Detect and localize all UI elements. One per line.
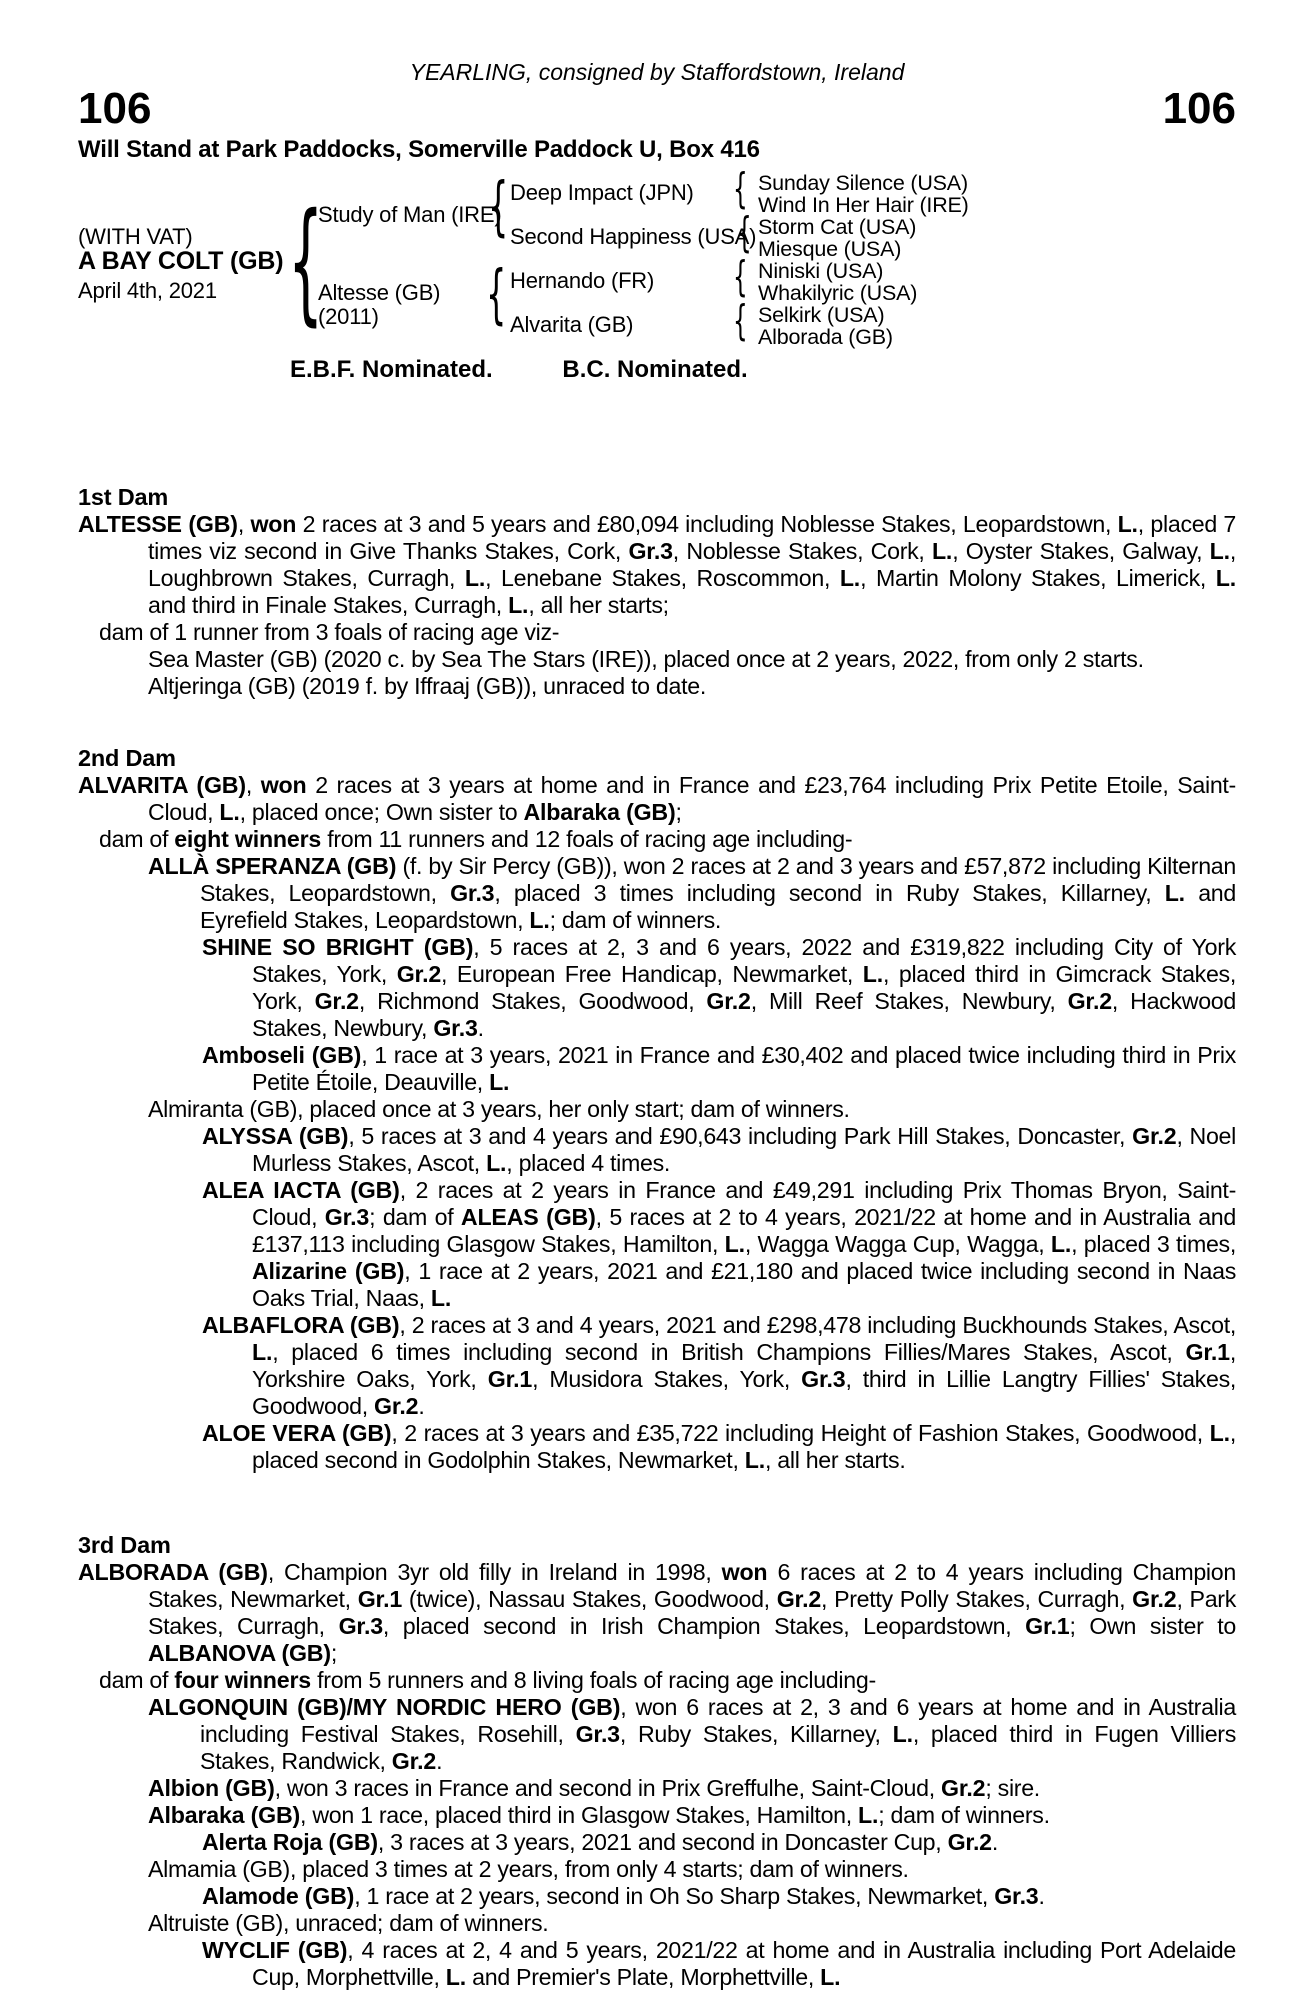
bold-text: ALTESSE (GB) [78,511,238,537]
plain-text: , placed second in Irish Champion Stakes, Leopardstown, [382,1613,1026,1639]
bold-text: Gr.3 [575,1721,620,1747]
bold-text: L. [508,592,529,618]
bold-text: ALOE VERA (GB) [202,1420,392,1446]
bold-text: ALVARITA (GB) [78,772,246,798]
paragraph-alborada [78,1559,1236,1667]
bold-text: L. [820,1964,841,1990]
bold-text: L. [1209,538,1230,564]
plain-text: , 5 races at 2 to 4 years, 2021/22 at home and in Australia and £137,113 including Glasgow Stakes, Hamilton, [252,1204,1236,1257]
dam-year: (2011) [318,304,379,329]
dam-heading: 3rd Dam [78,1532,171,1558]
bold-text: ALEAS (GB) [460,1204,596,1230]
plain-text: , 5 races at 3 and 4 years and £90,643 including Park Hill Stakes, Doncaster, [348,1123,1133,1149]
ancestor-miesque: Miesque (USA) [758,237,902,261]
bold-text: won [260,772,307,798]
dam-sire-name: Hernando (FR) [510,268,655,293]
bold-text: Gr.2 [374,1393,419,1419]
colt-name: A BAY COLT (GB) [78,247,284,275]
bold-text: Gr.2 [396,961,442,987]
bold-text: L. [892,1721,913,1747]
paragraph-almamia [78,1856,1236,1883]
bold-text: Gr.2 [1132,1123,1177,1149]
consignment-note: YEARLING, consigned by Staffordstown, Ireland [409,59,905,85]
plain-text: , Ruby Stakes, Killarney, [619,1721,893,1747]
bold-text: Gr.2 [941,1775,986,1801]
plain-text: , [237,511,251,537]
bold-text: L. [252,1339,273,1365]
bold-text: Gr.3 [433,1015,478,1041]
dam-of-line-1st [78,619,1236,646]
plain-text: , 4 races at 2, 4 and 5 years, 2021/22 at home and in Australia including Port Adelaide Cup, Morphettville, [252,1937,1236,1990]
plain-text: from 5 runners and 8 living foals of racing age including- [310,1667,876,1693]
sire-name: Study of Man (IRE) [318,202,502,227]
plain-text: , Champion 3yr old filly in Ireland in 1998, [267,1559,722,1585]
bold-text: Gr.1 [1025,1613,1070,1639]
plain-text: (f. by Sir Percy (GB)), won 2 races at 2 and 3 years and £57,872 including Kilternan Stakes, Leopardstown, [200,853,1236,906]
bold-text: Gr.1 [357,1586,403,1612]
dam-section [78,1532,1236,1991]
bold-text: L. [430,1285,452,1311]
bold-text: L. [724,1231,745,1257]
bold-text: Gr.2 [1132,1586,1177,1612]
plain-text: Almamia (GB), placed 3 times at 2 years, from only 4 starts; dam of winners. [148,1856,909,1882]
plain-text: , Yorkshire Oaks, York, [252,1339,1236,1392]
plain-text: , Martin Molony Stakes, Limerick, [860,565,1216,591]
bold-text: Gr.3 [801,1366,846,1392]
plain-text: , Park Stakes, Curragh, [148,1586,1237,1639]
ancestor-wind-in-her-hair: Wind In Her Hair (IRE) [758,193,969,217]
plain-text: . [1038,1883,1045,1909]
paragraph-alerta-roja [78,1829,1236,1856]
plain-text: , 1 race at 2 years, 2021 and £21,180 and placed twice including second in Naas Oaks Trial, Naas, [252,1258,1236,1311]
bold-text: SHINE SO BRIGHT (GB) [202,934,474,960]
plain-text: and Premier's Plate, Morphettville, [465,1964,821,1990]
plain-text: , placed second in Godolphin Stakes, Newmarket, [252,1420,1236,1473]
paragraph-altesse [78,511,1236,619]
pedigree-brace-sire-sire [733,168,748,210]
plain-text: dam of 1 runner from 3 foals of racing age viz- [99,619,560,645]
bold-text: ALGONQUIN (GB)/MY NORDIC HERO (GB) [148,1694,621,1720]
bold-text: ALBAFLORA (GB) [202,1312,400,1338]
plain-text: ; dam of winners. [878,1802,1050,1828]
plain-text: from 11 runners and 12 foals of racing age including- [321,826,853,852]
plain-text: , Noel Murless Stakes, Ascot, [252,1123,1237,1176]
paragraph-albaraka [78,1802,1236,1829]
bold-text: ALEA IACTA (GB) [202,1177,400,1203]
plain-text: 2 races at 3 years at home and in France and £23,764 including Prix Petite Etoile, Saint-Cloud, [148,772,1236,825]
dam-heading: 2nd Dam [78,745,176,771]
bold-text: Gr.2 [947,1829,992,1855]
plain-text: . [436,1748,443,1774]
paragraph-amboseli [78,1042,1236,1096]
plain-text: , 1 race at 3 years, 2021 in France and £30,402 and placed twice including third in Prix Petite Étoile, Deauville, [252,1042,1236,1095]
bold-text: L. [931,538,953,564]
bold-text: Gr.2 [314,988,359,1014]
paragraph-alea-iacta [78,1177,1236,1312]
plain-text: , [245,772,261,798]
lot-number-right: 106 [1162,84,1236,133]
bold-text: L. [839,565,861,591]
plain-text: dam of [99,826,175,852]
plain-text: . [418,1393,425,1419]
plain-text: dam of [99,1667,175,1693]
plain-text: , 2 races at 2 years in France and £49,291 including Prix Thomas Bryon, Saint-Cloud, [252,1177,1236,1230]
plain-text: , Lenebane Stakes, Roscommon, [485,565,840,591]
bold-text: Amboseli (GB) [202,1042,362,1068]
plain-text: , placed third in Fugen Villiers Stakes, Randwick, [200,1721,1237,1774]
bold-text: Gr.3 [450,880,495,906]
bold-text: L. [1164,880,1185,906]
ancestor-selkirk: Selkirk (USA) [758,303,885,327]
paragraph-shine-so-bright [78,934,1236,1042]
bold-text: L. [862,961,883,987]
dam-of-line-3rd [78,1667,1236,1694]
lot-number-row [78,86,1236,132]
plain-text: . [477,1015,484,1041]
plain-text: , 1 race at 2 years, second in Oh So Sharp Stakes, Newmarket, [354,1883,995,1909]
plain-text: , placed 3 times including second in Ruby Stakes, Killarney, [494,880,1165,906]
dam-section [78,745,1236,1474]
paragraph-albion [78,1775,1236,1802]
plain-text: , won 3 races in France and second in Prix Greffulhe, Saint-Cloud, [274,1775,942,1801]
plain-text: , Richmond Stakes, Goodwood, [358,988,707,1014]
bold-text: WYCLIF (GB) [202,1937,348,1963]
plain-text: Almiranta (GB), placed once at 3 years, her only start; dam of winners. [148,1096,850,1122]
paragraph-wyclif [78,1937,1236,1991]
plain-text: , all her starts. [764,1447,906,1473]
bc-nomination: B.C. Nominated. [562,356,748,383]
bold-text: won [250,511,297,537]
paragraph-albaflora [78,1312,1236,1420]
bold-text: L. [1117,511,1138,537]
bold-text: won [721,1559,768,1585]
plain-text: ; [330,1640,338,1666]
pedigree-brace-dam [486,262,506,327]
ancestor-whakilyric: Whakilyric (USA) [758,281,918,305]
bold-text: ALLÀ SPERANZA (GB) [148,853,397,879]
plain-text: , Hackwood Stakes, Newbury, [252,988,1236,1041]
plain-text: Altjeringa (GB) (2019 f. by Iffraaj (GB)), unraced to date. [148,673,706,699]
dam-dam-name: Alvarita (GB) [510,312,634,337]
plain-text: , 2 races at 3 years and £35,722 including Height of Fashion Stakes, Goodwood, [391,1420,1210,1446]
bold-text: Alerta Roja (GB) [202,1829,378,1855]
plain-text: . [991,1829,999,1855]
bold-text: L. [1050,1231,1072,1257]
paragraph-aloe-vera [78,1420,1236,1474]
bold-text: Gr.2 [706,988,751,1014]
dam-name: Altesse (GB) [318,280,441,305]
paragraph-alyssa [78,1123,1236,1177]
lot-number-left: 106 [78,84,152,133]
plain-text: , third in Lillie Langtry Fillies' Stakes, Goodwood, [252,1366,1237,1419]
plain-text: , placed once; Own sister to [239,799,524,825]
bold-text: Gr.1 [1185,1339,1230,1365]
plain-text: ; Own sister to [1069,1613,1237,1639]
bold-text: L. [1215,565,1237,591]
dam-section [78,484,1236,700]
plain-text: ; [675,799,682,825]
dam-of-line-2nd [78,826,1236,853]
bold-text: L. [744,1447,765,1473]
plain-text: , won 6 races at 2, 3 and 6 years at home and in Australia including Festival Stakes, Rosehill, [200,1694,1236,1747]
bold-text: L. [219,799,240,825]
bold-text: ALYSSA (GB) [202,1123,349,1149]
foal-date: April 4th, 2021 [78,278,217,303]
ancestor-sunday-silence: Sunday Silence (USA) [758,171,968,195]
bold-text: L. [486,1150,507,1176]
plain-text: ; dam of [369,1204,461,1230]
nominations-line [78,356,1236,384]
bold-text: Gr.2 [391,1748,437,1774]
bold-text: Gr.3 [338,1613,383,1639]
plain-text: , 5 races at 2, 3 and 6 years, 2022 and £319,822 including City of York Stakes, York, [252,934,1236,987]
paragraph-algonquin [78,1694,1236,1775]
ancestor-niniski: Niniski (USA) [758,259,884,283]
dam-heading: 1st Dam [78,484,169,510]
bold-text: L. [1209,1420,1230,1446]
sire-dam-name: Second Happiness (USA) [510,224,757,249]
plain-text: , 3 races at 3 years, 2021 and second in Doncaster Cup, [377,1829,948,1855]
plain-text: , Oyster Stakes, Galway, [952,538,1210,564]
plain-text: ; dam of winners. [549,907,722,933]
bold-text: ALBANOVA (GB) [148,1640,331,1666]
ancestor-alborada: Alborada (GB) [758,325,893,349]
bold-text: Alizarine (GB) [252,1258,405,1284]
plain-text: , placed 3 times, [1071,1231,1236,1257]
bold-text: Albaraka (GB) [148,1802,301,1828]
bold-text: L. [445,1964,466,1990]
plain-text: , Noblesse Stakes, Cork, [672,538,932,564]
bold-text: Gr.3 [628,538,673,564]
bold-text: L. [464,565,486,591]
sire-sire-name: Deep Impact (JPN) [510,180,694,205]
plain-text: Altruiste (GB), unraced; dam of winners. [148,1910,549,1936]
paragraph-alvarita [78,772,1236,826]
plain-text: , placed third in Gimcrack Stakes, York, [252,961,1236,1014]
plain-text: Sea Master (GB) (2020 c. by Sea The Stars (IRE)), placed once at 2 years, 2022, from only 2 starts. [148,646,1144,672]
plain-text: 2 races at 3 and 5 years and £80,094 including Noblesse Stakes, Leopardstown, [296,511,1118,537]
bold-text: Albion (GB) [148,1775,275,1801]
plain-text: , all her starts; [528,592,669,618]
produce-sections [78,484,1236,1991]
paragraph-alamode [78,1883,1236,1910]
plain-text: , Musidora Stakes, York, [532,1366,802,1392]
vat-note: (WITH VAT) [78,224,193,249]
stand-location-line: Will Stand at Park Paddocks, Somerville Paddock U, Box 416 [78,136,760,163]
paragraph-almiranta [78,1096,1236,1123]
bold-text: L. [529,907,550,933]
plain-text: , European Free Handicap, Newmarket, [441,961,863,987]
bold-text: L. [489,1069,510,1095]
bold-text: four winners [174,1667,311,1693]
paragraph-alla-speranza [78,853,1236,934]
bold-text: eight winners [174,826,322,852]
plain-text: , won 1 race, placed third in Glasgow Stakes, Hamilton, [300,1802,859,1828]
bold-text: Gr.3 [324,1204,370,1230]
bold-text: ALBORADA (GB) [78,1559,268,1585]
plain-text: , placed 4 times. [506,1150,671,1176]
plain-text: , 2 races at 3 and 4 years, 2021 and £298,478 including Buckhounds Stakes, Ascot, [399,1312,1236,1338]
plain-text: (twice), Nassau Stakes, Goodwood, [402,1586,777,1612]
paragraph-sea-master [78,646,1236,673]
bold-text: Gr.1 [487,1366,533,1392]
bold-text: Gr.2 [1067,988,1112,1014]
plain-text: and Eyrefield Stakes, Leopardstown, [200,880,1237,933]
plain-text: ; sire. [985,1775,1040,1801]
plain-text: , Wagga Wagga Cup, Wagga, [744,1231,1051,1257]
paragraph-altjeringa [78,673,1236,700]
plain-text: , placed 7 times viz second in Give Thanks Stakes, Cork, [148,511,1236,564]
bold-text: Albaraka (GB) [523,799,676,825]
ancestor-storm-cat: Storm Cat (USA) [758,215,917,239]
plain-text: 6 races at 2 to 4 years including Champion Stakes, Newmarket, [148,1559,1236,1612]
pedigree-brace-dam-sire [733,256,748,298]
plain-text: , placed 6 times including second in British Champions Fillies/Mares Stakes, Ascot, [272,1339,1186,1365]
bold-text: Alamode (GB) [202,1883,355,1909]
bold-text: Gr.3 [994,1883,1039,1909]
plain-text: and third in Finale Stakes, Curragh, [148,592,509,618]
pedigree-tree [78,172,1236,352]
ebf-nomination: E.B.F. Nominated. [290,356,493,383]
pedigree-brace-dam-dam [733,300,748,342]
plain-text: , Loughbrown Stakes, Curragh, [148,538,1236,591]
plain-text: , Mill Reef Stakes, Newbury, [750,988,1068,1014]
paragraph-altruiste [78,1910,1236,1937]
bold-text: L. [858,1802,879,1828]
bold-text: Gr.2 [776,1586,822,1612]
plain-text: , Pretty Polly Stakes, Curragh, [821,1586,1133,1612]
